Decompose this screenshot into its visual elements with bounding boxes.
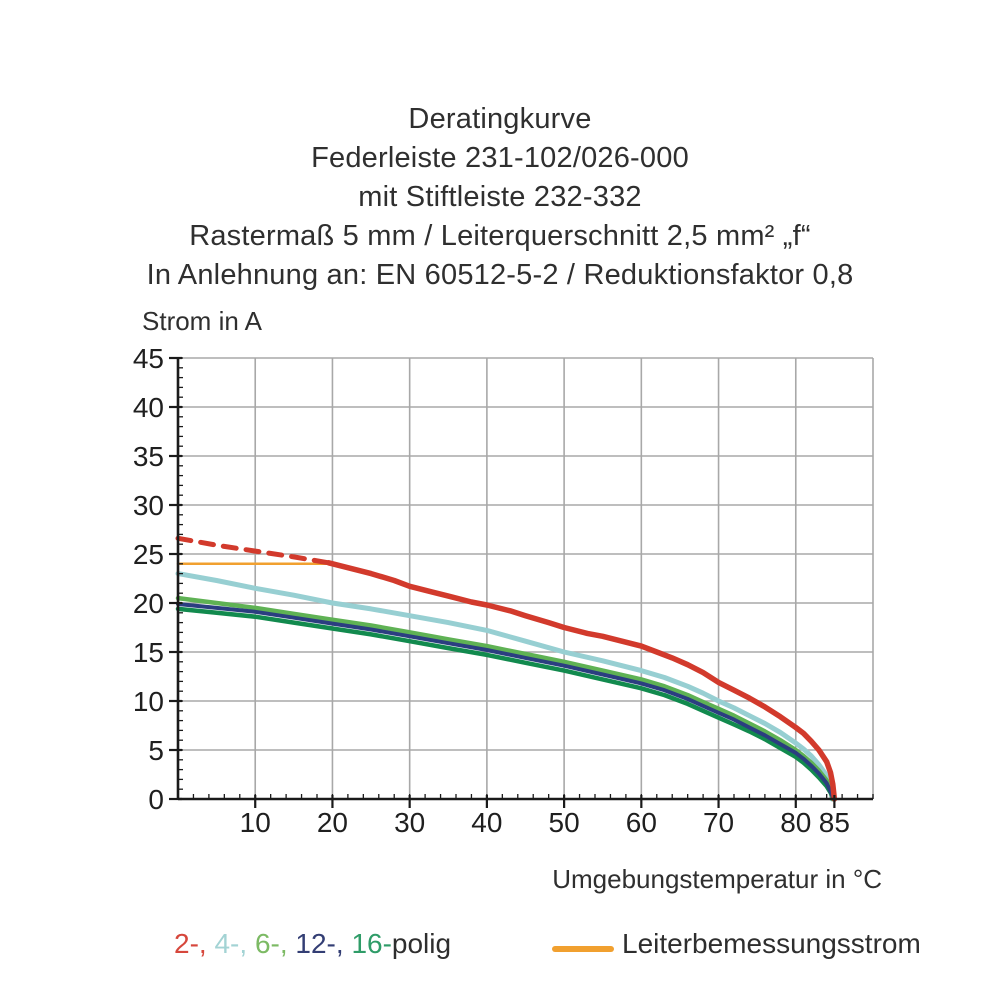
rated-current-label: Leiterbemessungsstrom (622, 928, 921, 959)
svg-text:70: 70 (702, 807, 735, 838)
svg-text:20: 20 (316, 807, 349, 838)
legend-pole-item: 12-, (295, 928, 352, 959)
legend-pole-item: 4-, (214, 928, 255, 959)
svg-text:30: 30 (394, 807, 426, 838)
title-line-3: mit Stiftleiste 232-332 (358, 181, 642, 213)
svg-text:15: 15 (132, 637, 164, 668)
svg-text:10: 10 (239, 807, 271, 838)
svg-text:40: 40 (132, 392, 164, 423)
title-line-4: Rastermaß 5 mm / Leiterquerschnitt 2,5 mm² „f“ (189, 220, 811, 252)
svg-text:5: 5 (148, 735, 164, 766)
svg-text:35: 35 (132, 441, 164, 472)
legend-pole-item: 2-, (174, 928, 215, 959)
title-line-5: In Anlehnung an: EN 60512-5-2 / Reduktionsfaktor 0,8 (146, 259, 854, 291)
svg-text:25: 25 (132, 539, 164, 570)
svg-text:60: 60 (625, 807, 657, 838)
svg-text:0: 0 (148, 784, 164, 815)
legend-pole-counts (174, 928, 451, 960)
svg-text:80: 80 (780, 807, 812, 838)
svg-text:85: 85 (818, 807, 850, 838)
legend-pole-item: polig (391, 928, 452, 959)
y-axis-title: Strom in A (142, 306, 262, 336)
svg-text:40: 40 (471, 807, 503, 838)
title-line-1: Deratingkurve (408, 103, 592, 135)
title-line-2: Federleiste 231-102/026-000 (311, 142, 689, 174)
legend-pole-item: 6-, (254, 928, 296, 959)
legend-pole-item: 16- (351, 928, 392, 959)
x-axis-title: Umgebungstemperatur in °C (552, 864, 882, 894)
svg-text:20: 20 (132, 588, 164, 619)
svg-text:10: 10 (132, 686, 164, 717)
rated-current-line-swatch (552, 946, 614, 952)
svg-text:50: 50 (548, 807, 580, 838)
svg-text:45: 45 (132, 343, 164, 374)
legend-row (0, 928, 1000, 974)
svg-text:30: 30 (132, 490, 164, 521)
